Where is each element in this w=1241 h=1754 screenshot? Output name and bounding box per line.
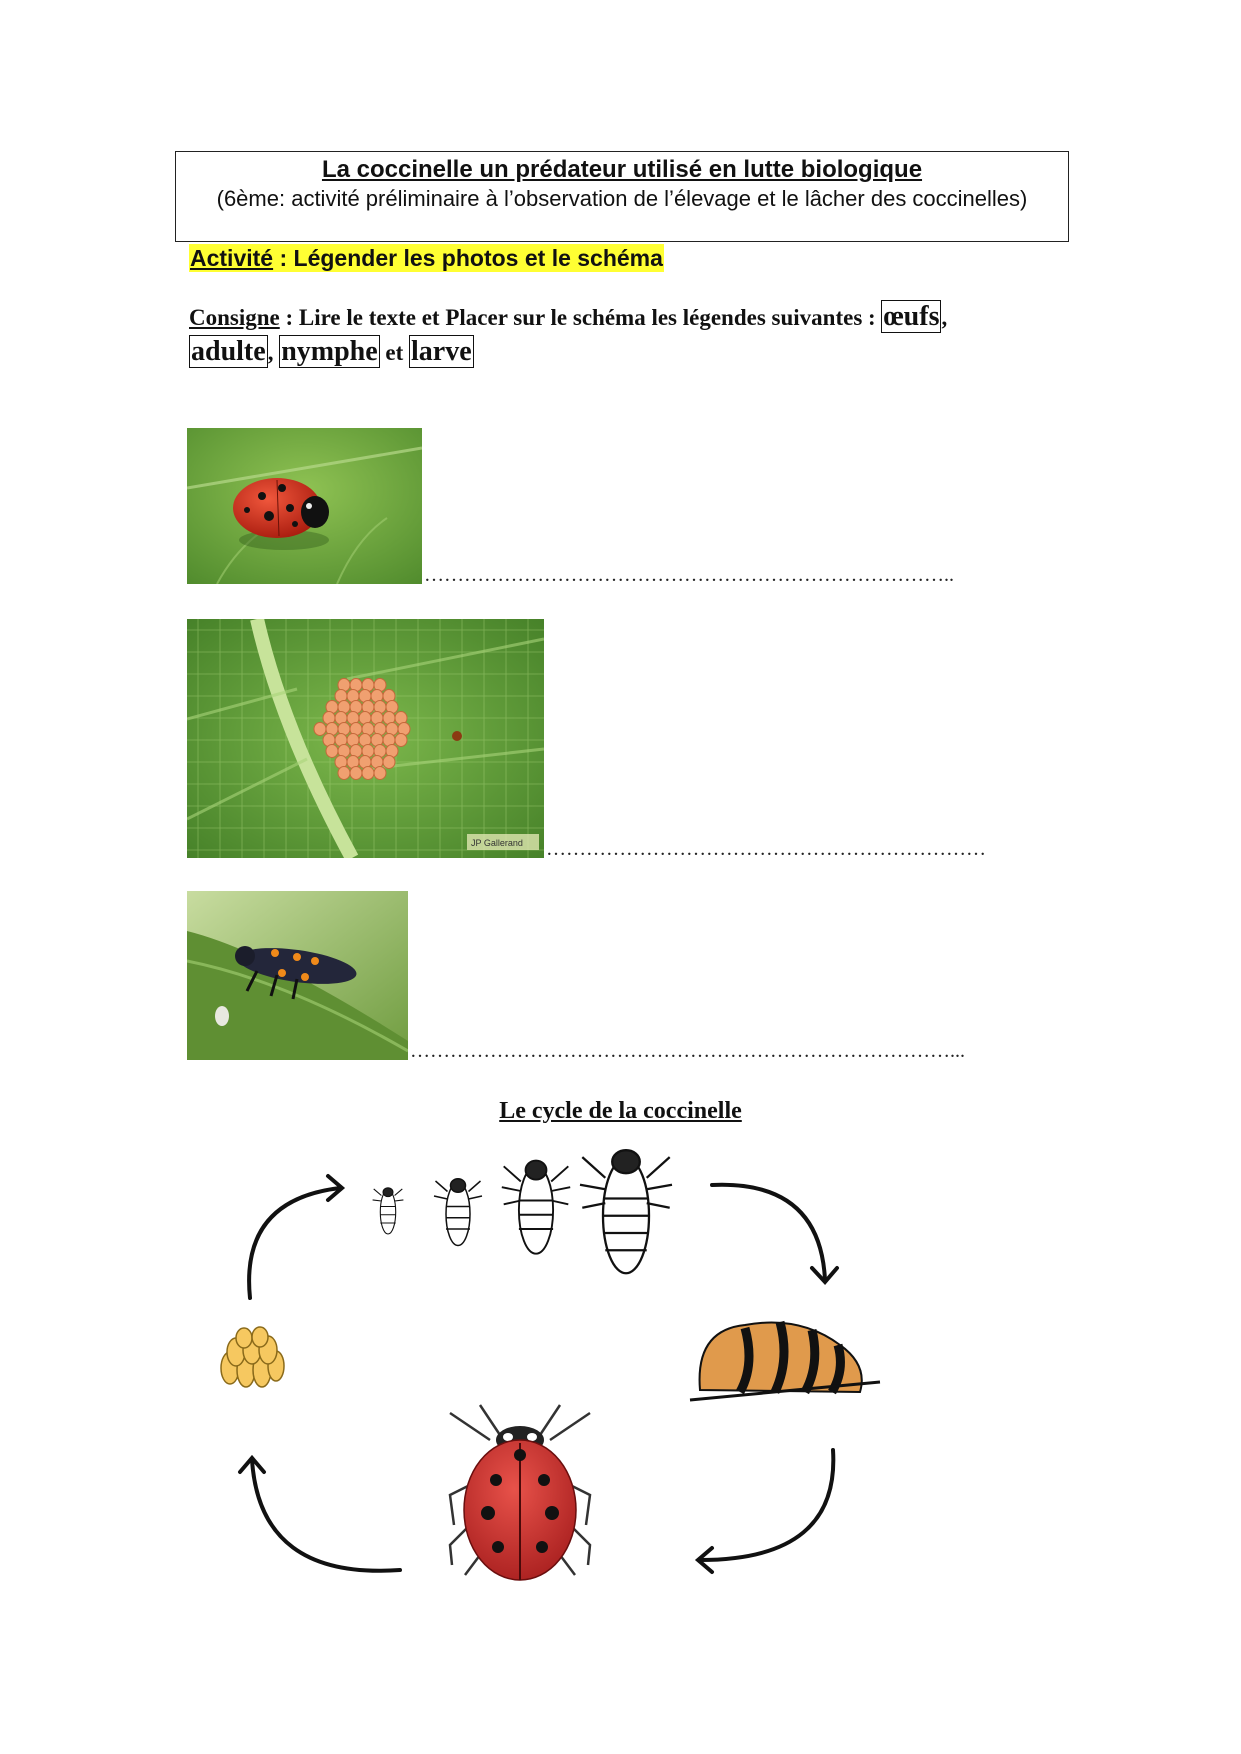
instruction xyxy=(189,300,1069,370)
answer-line: ………………………………………………………… xyxy=(546,838,986,860)
page-title: La coccinelle un prédateur utilisé en lutte biologique xyxy=(321,156,923,183)
arrow-eggs-to-larva xyxy=(249,1188,340,1298)
diagram-title: Le cycle de la coccinelle xyxy=(499,1098,742,1124)
arrow-pupa-to-adult xyxy=(700,1450,833,1560)
egg xyxy=(383,756,395,769)
answer-line: …………………………………………………………………….. xyxy=(424,564,954,586)
egg xyxy=(374,767,386,780)
activity-label: Activité xyxy=(190,245,274,271)
instruction-text: : Lire le texte et Placer sur le schéma les légendes suivantes : xyxy=(279,305,882,330)
eggs-drawing xyxy=(221,1327,284,1387)
activity-heading xyxy=(189,244,664,272)
arrow-adult-to-eggs xyxy=(252,1460,400,1571)
egg xyxy=(395,734,407,747)
ladybug-eggs-photo xyxy=(187,619,544,858)
separator: , xyxy=(267,340,274,365)
separator: , xyxy=(941,305,948,330)
page-subtitle: (6ème: activité préliminaire à l’observation de l’élevage et le lâcher des coccinelles) xyxy=(216,186,1028,211)
egg xyxy=(362,767,374,780)
answer-line: ………………………………………………………………………... xyxy=(410,1040,965,1062)
conjunction: et xyxy=(379,340,410,365)
title-box xyxy=(175,151,1069,242)
life-cycle-diagram xyxy=(200,1130,920,1610)
ladybug-adult-photo xyxy=(187,428,422,584)
word-oeufs: œufs xyxy=(883,301,940,332)
adult-ladybug-drawing xyxy=(450,1405,590,1580)
egg xyxy=(314,723,326,736)
activity-text: : Légender les photos et le schéma xyxy=(273,245,663,271)
larvae-drawing xyxy=(373,1150,672,1273)
instruction-label: Consigne xyxy=(189,305,280,330)
egg xyxy=(326,745,338,758)
ladybug-larva-photo xyxy=(187,891,408,1060)
arrow-larva-to-pupa xyxy=(712,1185,825,1280)
pupa-drawing xyxy=(690,1322,880,1400)
word-nymphe: nymphe xyxy=(281,336,378,367)
word-adulte: adulte xyxy=(191,336,266,367)
photo-credit: JP Gallerand xyxy=(471,838,523,848)
egg xyxy=(350,767,362,780)
word-larve: larve xyxy=(411,336,472,367)
egg xyxy=(338,767,350,780)
